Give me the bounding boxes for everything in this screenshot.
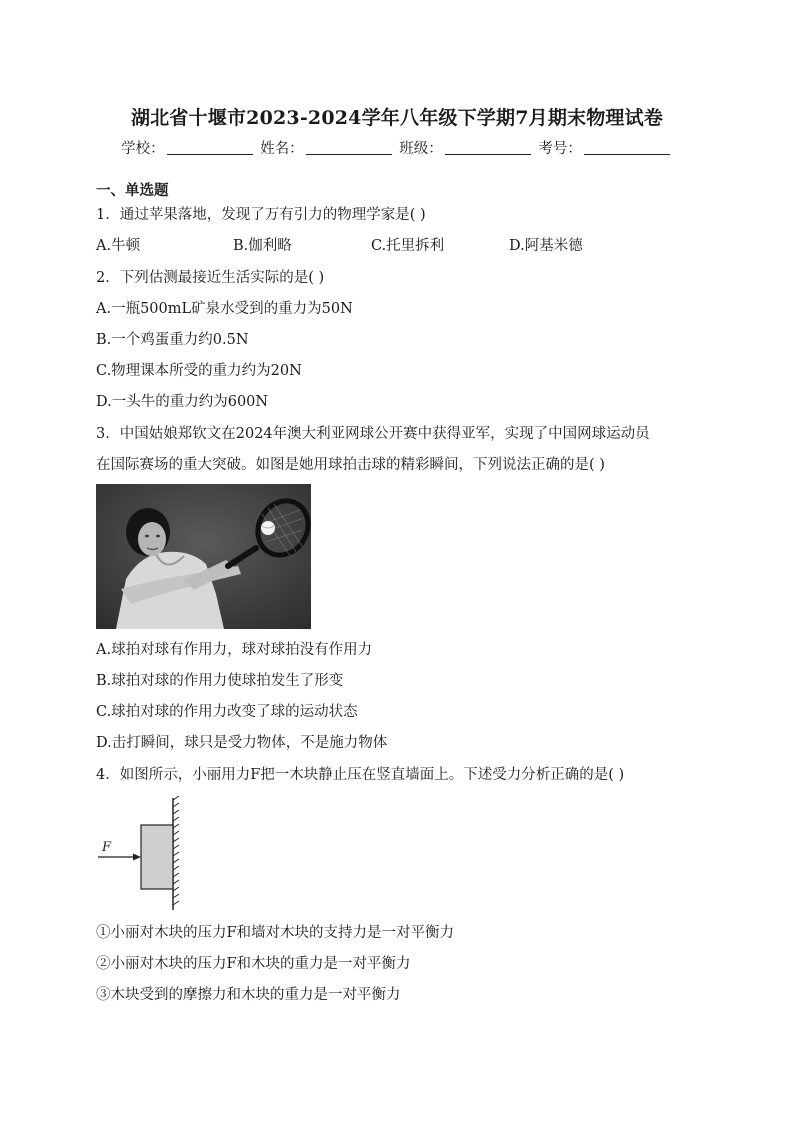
q3-option-b[interactable]: B.球拍对球的作用力使球拍发生了形变 [96, 673, 344, 689]
school-label: 学校： [121, 141, 165, 157]
q2-option-c[interactable]: C.物理课本所受的重力约为20N [96, 363, 302, 379]
class-blank[interactable] [445, 140, 531, 155]
q4-statement-2: ②小丽对木块的压力F和木块的重力是一对平衡力 [96, 956, 411, 972]
q4-statement-1: ①小丽对木块的压力F和墙对木块的支持力是一对平衡力 [96, 925, 455, 941]
student-info-line [0, 137, 794, 158]
q3-stem-line2: 在国际赛场的重大突破。如图是她用球拍击球的精彩瞬间，下列说法正确的是( ) [96, 457, 605, 473]
force-diagram [96, 796, 186, 912]
number-label: 考号： [538, 141, 582, 157]
q2-option-a[interactable]: A.一瓶500mL矿泉水受到的重力为50N [96, 301, 353, 317]
q3-stem-line1: 3．中国姑娘郑钦文在2024年澳大利亚网球公开赛中获得亚军，实现了中国网球运动员 [96, 426, 650, 442]
q2-option-b[interactable]: B.一个鸡蛋重力约0.5N [96, 332, 249, 348]
name-blank[interactable] [306, 140, 392, 155]
q4-stem: 4．如图所示，小丽用力F把一木块静止压在竖直墙面上。下述受力分析正确的是( ) [96, 767, 625, 783]
name-label: 姓名： [260, 141, 304, 157]
q2-option-d[interactable]: D.一头牛的重力约为600N [96, 394, 269, 410]
q1-option-c[interactable]: C.托里拆利 [371, 238, 445, 254]
q3-option-d[interactable]: D.击打瞬间，球只是受力物体，不是施力物体 [96, 735, 388, 751]
q4-statement-3: ③木块受到的摩擦力和木块的重力是一对平衡力 [96, 987, 401, 1003]
q1-option-b[interactable]: B.伽利略 [233, 238, 292, 254]
number-blank[interactable] [584, 140, 670, 155]
q1-stem: 1．通过苹果落地，发现了万有引力的物理学家是( ) [96, 207, 426, 223]
class-label: 班级： [399, 141, 443, 157]
section-heading: 一、单选题 [96, 182, 169, 199]
tennis-player-photo [96, 484, 311, 629]
q1-option-d[interactable]: D.阿基米德 [509, 238, 583, 254]
exam-title: 湖北省十堰市2023-2024学年八年级下学期7月期末物理试卷 [130, 107, 664, 129]
force-label: F [102, 840, 112, 855]
q3-option-c[interactable]: C.球拍对球的作用力改变了球的运动状态 [96, 704, 358, 720]
q2-stem: 2．下列估测最接近生活实际的是( ) [96, 270, 325, 286]
q3-option-a[interactable]: A.球拍对球有作用力，球对球拍没有作用力 [96, 642, 373, 658]
q1-option-a[interactable]: A.牛顿 [96, 238, 141, 254]
school-blank[interactable] [167, 140, 253, 155]
